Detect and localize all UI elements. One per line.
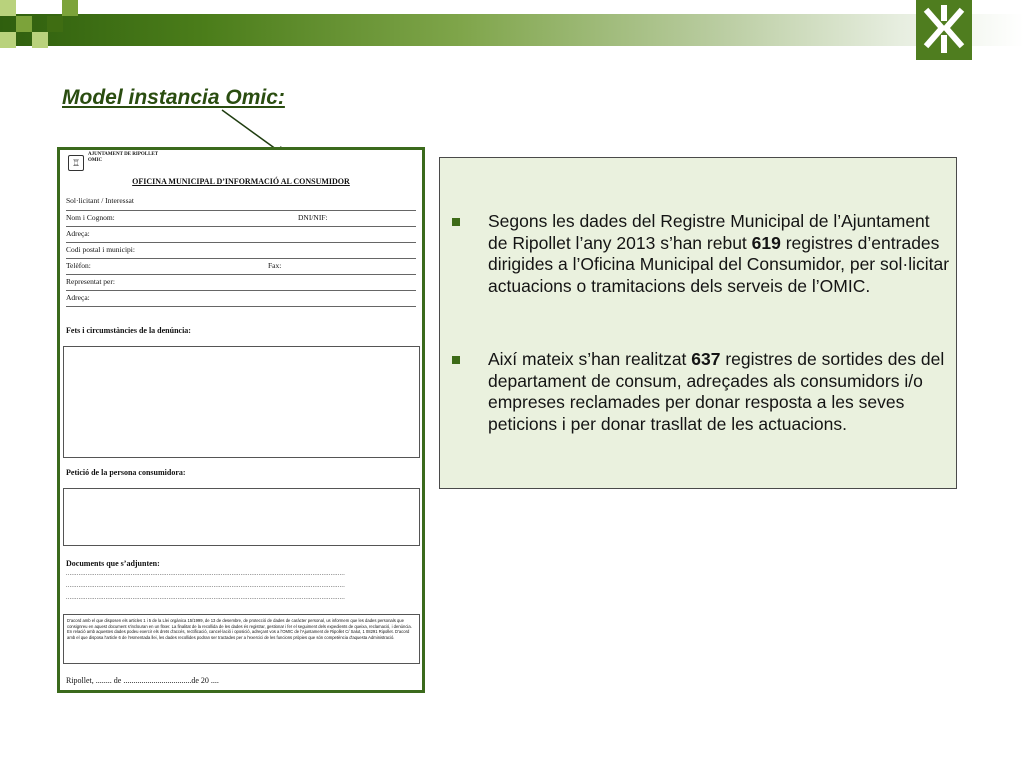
address-label: Adreça:: [66, 229, 90, 238]
bullet-text: registres de sortides des del departament de consum, adreçades als consumidors i/o empreses reclamades per donar resposta a les seves peticions i per donar trasllat de les actuacions.: [488, 349, 945, 434]
signature-line: Ripollet, ........ de ..................................de 20 ....: [66, 676, 219, 685]
form-org-name: AJUNTAMENT DE RIPOLLET: [88, 152, 159, 157]
documents-dotted-line: ...........................................................................................................................................................: [66, 583, 345, 589]
statistics-textbox: [439, 157, 957, 489]
bullet-text: Segons les dades del Registre Municipal de l’Ajuntament de Ripollet l’any 2013 s’han rebut: [488, 211, 930, 253]
bullet-exits: [488, 349, 950, 435]
form-rule: [66, 210, 416, 211]
address2-label: Adreça:: [66, 293, 90, 302]
fax-label: Fax:: [268, 261, 282, 270]
entries-count: 619: [751, 232, 781, 253]
exits-count: 637: [691, 349, 721, 369]
form-title: OFICINA MUNICIPAL D’INFORMACIÓ AL CONSUMIDOR: [132, 177, 350, 186]
bullet-text: Així mateix s’han realitzat: [488, 349, 692, 369]
facts-label: Fets i circumstàncies de la denúncia:: [66, 326, 191, 335]
consumer-complaint-form: [57, 147, 425, 693]
name-label: Nom i Cognom:: [66, 213, 115, 222]
documents-dotted-line: ...........................................................................................................................................................: [66, 571, 345, 577]
bullet-entries: [488, 211, 950, 297]
represented-label: Representat per:: [66, 277, 115, 286]
slide-title: Model instancia Omic:: [62, 86, 285, 109]
form-rule: [66, 274, 416, 275]
form-rule: [66, 306, 416, 307]
request-label: Petició de la persona consumidora:: [66, 468, 186, 477]
form-rule: [66, 290, 416, 291]
request-box: [63, 488, 420, 546]
applicant-label: Sol·licitant / Interessat: [66, 196, 134, 205]
data-protection-notice: D'acord amb el que disposen els articles 1 i 5 de la Llei orgànica 15/1999, de 13 de desembre, de protecció de dades de caràcter personal, us informem que les dades personals que consignreu en aquest document s'inclouran en un fitxer. La finalitat de la recollida de les dades és registrar, gestionar i fer el seguiment dels expedients de queixa, reclamació, i denúncia. En relació amb aquestes dades podeu exercir els drets d'accés, rectificació, cancel·lació i oposició, adreçant vos a l'OMIC de l'Ajuntament de Ripollet C/ Salut, 1 08291 Ripollet. D'acord amb el que disposa l'article 6 de l'esmentada llei, les dades recollides podran ser tractades per a l'exercici de les funcions pròpies que són competència d'aquesta Administració.: [63, 614, 420, 664]
phone-label: Telèfon:: [66, 261, 91, 270]
municipal-crest-icon: ♖: [68, 155, 84, 171]
form-rule: [66, 242, 416, 243]
documents-label: Documents que s’adjunten:: [66, 559, 160, 568]
documents-dotted-line: ...........................................................................................................................................................: [66, 595, 345, 601]
dni-label: DNI/NIF:: [298, 213, 328, 222]
form-org-unit: OMIC: [88, 158, 103, 163]
facts-box: [63, 346, 420, 458]
form-organization: [88, 152, 158, 164]
square-bullet-icon: [452, 218, 460, 226]
form-rule: [66, 226, 416, 227]
postal-label: Codi postal i municipi:: [66, 245, 135, 254]
form-rule: [66, 258, 416, 259]
square-bullet-icon: [452, 356, 460, 364]
bullet-text: registres d’entrades dirigides a l’Oficina Municipal del Consumidor, per sol·licitar actuacions o tramitacions dels serveis de l’OMIC.: [488, 232, 950, 296]
